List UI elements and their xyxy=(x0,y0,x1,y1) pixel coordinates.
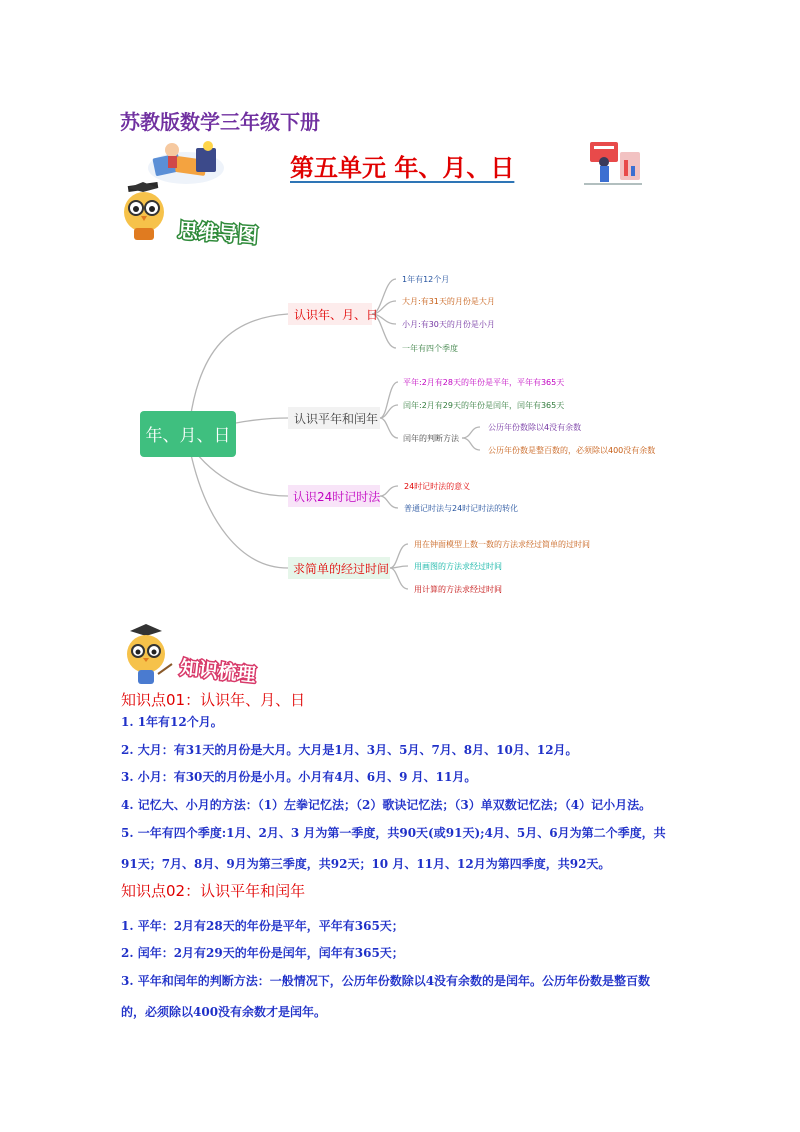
knowledge-point: 1. 1年有12个月。 xyxy=(121,715,223,729)
leaf-text: 小月:有30天的月份是小月 xyxy=(402,320,495,329)
branch-label: 认识24时记时法 xyxy=(293,490,381,504)
leaf-text: 闰年:2月有29天的年份是闰年，闰年有365天 xyxy=(403,401,565,410)
owl-teacher-mascot-icon xyxy=(116,624,176,688)
sub-leaf-text: 公历年份数除以4没有余数 xyxy=(488,423,582,432)
center-node-label: 年、月、日 xyxy=(145,426,231,446)
knowledge-point: 3. 平年和闰年的判断方法：一般情况下，公历年份数除以4没有余数的是闰年。公历年份数是整百数 xyxy=(121,974,651,988)
branch-label: 认识平年和闰年 xyxy=(294,412,379,426)
leaf-text: 闰年的判断方法 xyxy=(403,434,459,443)
knowledge-point: 91天；7月、8月、9月为第三季度，共92天；10 月、11月、12月为第四季度，共92天。 xyxy=(121,857,611,871)
knowledge-point: 3. 小月：有30天的月份是小月。小月有4月、6月、9 月、11月。 xyxy=(121,770,477,784)
knowledge-badge-text: 知识梳理 xyxy=(178,656,257,687)
knowledge-point: 2. 大月：有31天的月份是大月。大月是1月、3月、5月、7月、8月、10月、12月。 xyxy=(121,743,578,757)
leaf-text: 1年有12个月 xyxy=(402,275,450,284)
leaf-text: 用画图的方法求经过时间 xyxy=(414,562,502,571)
branch-label: 认识年、月、日 xyxy=(294,308,379,322)
branch-label: 求简单的经过时间 xyxy=(293,562,390,576)
section-heading: 知识点02：认识平年和闰年 xyxy=(121,882,306,900)
knowledge-point: 2. 闰年：2月有29天的年份是闰年，闰年有365天； xyxy=(121,946,404,960)
knowledge-point: 的，必须除以400没有余数才是闰年。 xyxy=(121,1005,327,1019)
knowledge-point: 1. 平年：2月有28天的年份是平年，平年有365天； xyxy=(121,919,404,933)
leaf-text: 用计算的方法求经过时间 xyxy=(414,585,502,594)
leaf-text: 平年:2月有28天的年份是平年，平年有365天 xyxy=(403,378,565,387)
unit-title: 第五单元 年、月、日 xyxy=(290,153,515,182)
knowledge-badge xyxy=(176,650,268,690)
leaf-text: 24时记时法的意义 xyxy=(404,482,471,491)
sub-leaf-text: 公历年份数是整百数的，必须除以400没有余数 xyxy=(488,446,656,455)
leaf-text: 一年有四个季度 xyxy=(402,344,458,353)
knowledge-point: 5. 一年有四个季度:1月、2月、3 月为第一季度，共90天(或91天);4月、5月、6月为第二个季度，共 xyxy=(121,826,666,840)
leaf-text: 普通记时法与24时记时法的转化 xyxy=(404,504,519,513)
document-title: 苏教版数学三年级下册 xyxy=(120,110,320,134)
leaf-text: 用在钟面模型上数一数的方法求经过简单的过时间 xyxy=(414,540,590,549)
section-heading: 知识点01：认识年、月、日 xyxy=(121,691,306,709)
knowledge-point: 4. 记忆大、小月的方法：（1）左拳记忆法；（2）歌诀记忆法；（3）单双数记忆法；（4）记小月法。 xyxy=(121,798,652,812)
leaf-text: 大月:有31天的月份是大月 xyxy=(402,297,495,306)
mindmap-badge-text: 思维导图 xyxy=(177,218,259,248)
